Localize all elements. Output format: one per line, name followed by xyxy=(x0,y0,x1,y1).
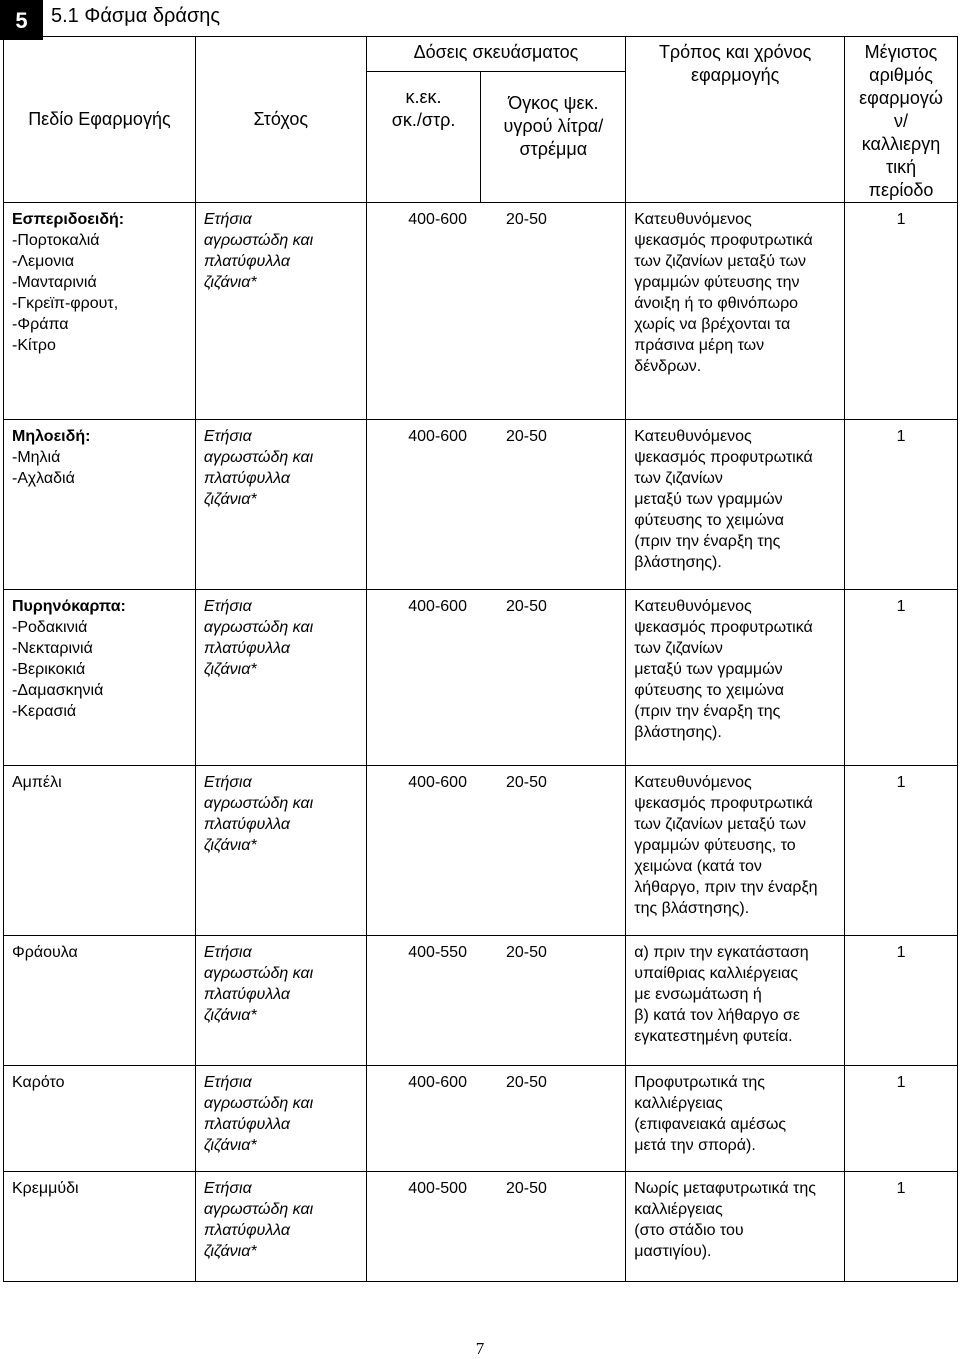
dose-cell: 400-600 xyxy=(366,420,481,590)
crop-cell xyxy=(4,203,196,420)
section-number: 5 xyxy=(0,0,43,40)
page-number: 7 xyxy=(475,1339,485,1358)
crop-cell: Καρότο xyxy=(4,1066,196,1172)
table-row xyxy=(4,590,958,766)
table-row xyxy=(4,766,958,936)
crop-items: -Μηλιά -Αχλαδιά xyxy=(12,449,75,487)
volume-cell: 20-50 xyxy=(481,203,626,420)
volume-cell: 20-50 xyxy=(481,420,626,590)
dose-cell: 400-600 xyxy=(366,203,481,420)
spectrum-table xyxy=(3,36,958,1282)
max-cell: 1 xyxy=(845,420,958,590)
target-cell: Ετήσια αγρωστώδη και πλατύφυλλα ζιζάνια* xyxy=(195,766,366,936)
table-row xyxy=(4,1172,958,1282)
crop-cell xyxy=(4,420,196,590)
header-doses xyxy=(366,37,626,72)
volume-cell: 20-50 xyxy=(481,1172,626,1282)
section-title: 5.1 Φάσμα δράσης xyxy=(51,5,221,27)
method-cell: Κατευθυνόμενος ψεκασμός προφυτρωτικά των ζιζανίων μεταξύ των γραμμών φύτευσης το χειμώνα (πριν την έναρξη της βλάστησης). xyxy=(626,590,845,766)
crop-title: Πυρηνόκαρπα: xyxy=(12,598,126,615)
header-field xyxy=(4,37,196,203)
volume-cell: 20-50 xyxy=(481,1066,626,1172)
header-max-apps: Μέγιστος αριθμός εφαρμογώ ν/ καλλιεργη τική περίοδο xyxy=(845,37,958,203)
target-cell: Ετήσια αγρωστώδη και πλατύφυλλα ζιζάνια* xyxy=(195,1172,366,1282)
max-cell: 1 xyxy=(845,766,958,936)
target-cell: Ετήσια αγρωστώδη και πλατύφυλλα ζιζάνια* xyxy=(195,420,366,590)
volume-cell: 20-50 xyxy=(481,936,626,1066)
header-dose-kg: κ.εκ. σκ./στρ. xyxy=(366,72,481,203)
method-cell: Νωρίς μεταφυτρωτικά της καλλιέργειας (στο στάδιο του μαστιγίου). xyxy=(626,1172,845,1282)
crop-cell: Κρεμμύδι xyxy=(4,1172,196,1282)
table-row xyxy=(4,936,958,1066)
crop-items: -Ροδακινιά -Νεκταρινιά -Βερικοκιά -Δαμασκηνιά -Κερασιά xyxy=(12,619,104,720)
volume-cell: 20-50 xyxy=(481,766,626,936)
dose-cell: 400-600 xyxy=(366,1066,481,1172)
method-cell: Κατευθυνόμενος ψεκασμός προφυτρωτικά των ζιζανίων μεταξύ των γραμμών φύτευσης το χειμώνα (πριν την έναρξη της βλάστησης). xyxy=(626,420,845,590)
crop-title: Εσπεριδοειδή: xyxy=(12,211,125,228)
max-cell: 1 xyxy=(845,590,958,766)
target-cell: Ετήσια αγρωστώδη και πλατύφυλλα ζιζάνια* xyxy=(195,590,366,766)
crop-cell: Αμπέλι xyxy=(4,766,196,936)
crop-cell xyxy=(4,590,196,766)
max-cell: 1 xyxy=(845,1172,958,1282)
target-cell: Ετήσια αγρωστώδη και πλατύφυλλα ζιζάνια* xyxy=(195,936,366,1066)
max-cell: 1 xyxy=(845,203,958,420)
crop-title: Μηλοειδή: xyxy=(12,428,91,445)
crop-items: -Πορτοκαλιά -Λεμονια -Μανταρινιά -Γκρεϊπ-φρουτ, -Φράπα -Κίτρο xyxy=(12,232,119,354)
volume-cell: 20-50 xyxy=(481,590,626,766)
header-field-label: Πεδίο Εφαρμογής xyxy=(28,109,171,129)
header-doses-label: Δόσεις σκευάσματος xyxy=(413,42,579,62)
max-cell: 1 xyxy=(845,936,958,1066)
dose-cell: 400-600 xyxy=(366,766,481,936)
header-dose-volume: Όγκος ψεκ. υγρού λίτρα/ στρέμμα xyxy=(481,72,626,203)
max-cell: 1 xyxy=(845,1066,958,1172)
method-cell: Κατευθυνόμενος ψεκασμός προφυτρωτικά των ζιζανίων μεταξύ των γραμμών φύτευσης την άνοιξη ή το φθινόπωρο χωρίς να βρέχονται τα πράσινα μέρη των δένδρων. xyxy=(626,203,845,420)
method-cell: α) πριν την εγκατάσταση υπαίθριας καλλιέργειας με ενσωμάτωση ή β) κατά τον λήθαργο σε εγκατεστημένη φυτεία. xyxy=(626,936,845,1066)
method-cell: Κατευθυνόμενος ψεκασμός προφυτρωτικά των ζιζανίων μεταξύ των γραμμών φύτευσης, το χειμώνα (κατά τον λήθαργο, πριν την έναρξη της βλάστησης). xyxy=(626,766,845,936)
target-cell: Ετήσια αγρωστώδη και πλατύφυλλα ζιζάνια* xyxy=(195,203,366,420)
table-row xyxy=(4,1066,958,1172)
table-row xyxy=(4,420,958,590)
header-method: Τρόπος και χρόνος εφαρμογής xyxy=(626,37,845,203)
dose-cell: 400-600 xyxy=(366,590,481,766)
header-target-label: Στόχος xyxy=(253,109,309,129)
table-row xyxy=(4,203,958,420)
header-target xyxy=(195,37,366,203)
crop-cell: Φράουλα xyxy=(4,936,196,1066)
dose-cell: 400-550 xyxy=(366,936,481,1066)
dose-cell: 400-500 xyxy=(366,1172,481,1282)
method-cell: Προφυτρωτικά της καλλιέργειας (επιφανειακά αμέσως μετά την σπορά). xyxy=(626,1066,845,1172)
target-cell: Ετήσια αγρωστώδη και πλατύφυλλα ζιζάνια* xyxy=(195,1066,366,1172)
